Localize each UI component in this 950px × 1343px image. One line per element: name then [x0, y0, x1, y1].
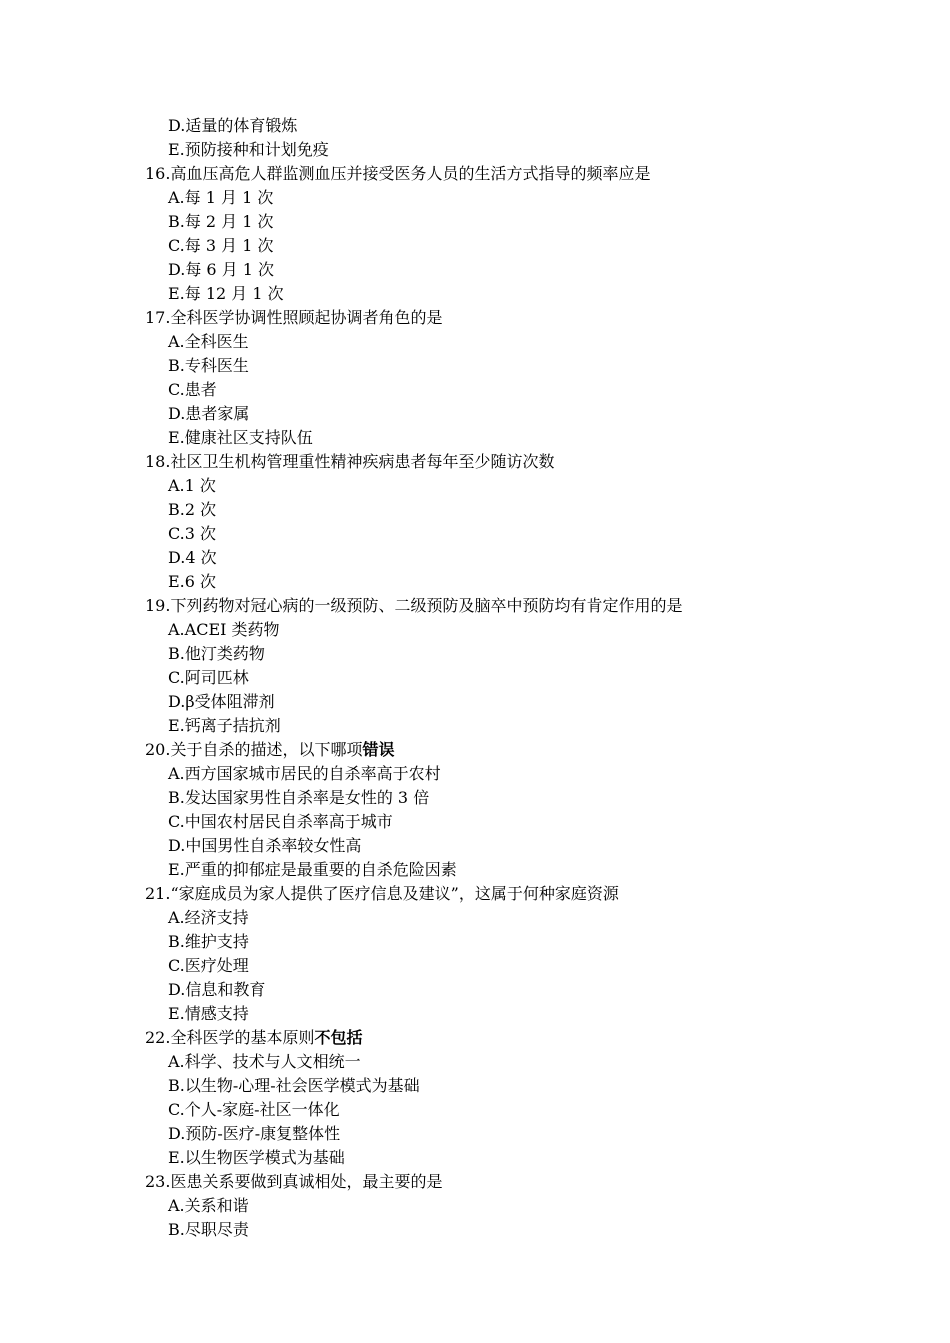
option-line: A.1 次 [168, 476, 216, 495]
question-number: 16. [145, 164, 171, 183]
option-line: C.患者 [168, 380, 217, 399]
question-text: 下列药物对冠心病的一级预防、二级预防及脑卒中预防均有肯定作用的是 [170, 596, 683, 615]
question-stem [145, 738, 865, 762]
option-line: E.钙离子拮抗剂 [168, 716, 281, 735]
question-text: 全科医学协调性照顾起协调者角色的是 [170, 308, 443, 327]
question-text: 高血压高危人群监测血压并接受医务人员的生活方式指导的频率应是 [170, 164, 651, 183]
option-line: D.预防-医疗-康复整体性 [168, 1124, 341, 1143]
option-line: C.阿司匹林 [168, 668, 249, 687]
question-number: 21. [145, 884, 171, 903]
question-number: 18. [145, 452, 171, 471]
question-text: “家庭成员为家人提供了医疗信息及建议”，这属于何种家庭资源 [170, 884, 619, 903]
option-line: E.情感支持 [168, 1004, 249, 1023]
question-list [145, 114, 865, 1242]
option-line: D.适量的体育锻炼 [168, 116, 298, 135]
option-line: C.3 次 [168, 524, 217, 543]
option-line: B.发达国家男性自杀率是女性的 3 倍 [168, 788, 430, 807]
option-line: D.4 次 [168, 548, 217, 567]
option-line: A.科学、技术与人文相统一 [168, 1052, 361, 1071]
question-text: 医患关系要做到真诚相处，最主要的是 [170, 1172, 443, 1191]
question-stem [145, 1170, 865, 1194]
question-text: 全科医学的基本原则 [170, 1028, 315, 1047]
option-line: A.经济支持 [168, 908, 249, 927]
option-line: B.2 次 [168, 500, 217, 519]
option-line: D.中国男性自杀率较女性高 [168, 836, 362, 855]
question-emphasis: 错误 [362, 740, 395, 759]
question-stem [145, 1026, 865, 1050]
option-line: C.中国农村居民自杀率高于城市 [168, 812, 393, 831]
option-line: B.他汀类药物 [168, 644, 265, 663]
question-stem [145, 162, 865, 186]
question-number: 22. [145, 1028, 171, 1047]
question-stem [145, 306, 865, 330]
option-line: E.严重的抑郁症是最重要的自杀危险因素 [168, 860, 457, 879]
option-line: E.以生物医学模式为基础 [168, 1148, 345, 1167]
option-line: B.维护支持 [168, 932, 249, 951]
question-stem [145, 594, 865, 618]
option-line: D.每 6 月 1 次 [168, 260, 275, 279]
question-emphasis: 不包括 [314, 1028, 363, 1047]
option-line: A.全科医生 [168, 332, 249, 351]
question-stem [145, 450, 865, 474]
option-line: B.专科医生 [168, 356, 249, 375]
option-line: E.6 次 [168, 572, 217, 591]
option-line: A.西方国家城市居民的自杀率高于农村 [168, 764, 441, 783]
option-line: C.每 3 月 1 次 [168, 236, 274, 255]
option-line: E.预防接种和计划免疫 [168, 140, 329, 159]
option-line: A.每 1 月 1 次 [168, 188, 274, 207]
question-number: 17. [145, 308, 171, 327]
option-line: D.β受体阻滞剂 [168, 692, 275, 711]
question-number: 19. [145, 596, 171, 615]
option-line: E.每 12 月 1 次 [168, 284, 284, 303]
question-stem [145, 882, 865, 906]
question-text: 社区卫生机构管理重性精神疾病患者每年至少随访次数 [170, 452, 555, 471]
question-text: 关于自杀的描述，以下哪项 [170, 740, 363, 759]
question-number: 20. [145, 740, 171, 759]
option-line: B.每 2 月 1 次 [168, 212, 274, 231]
option-line: D.信息和教育 [168, 980, 266, 999]
option-line: C.个人-家庭-社区一体化 [168, 1100, 340, 1119]
option-line: E.健康社区支持队伍 [168, 428, 313, 447]
option-line: A.关系和谐 [168, 1196, 249, 1215]
question-number: 23. [145, 1172, 171, 1191]
option-line: B.尽职尽责 [168, 1220, 249, 1239]
option-line: B.以生物-心理-社会医学模式为基础 [168, 1076, 420, 1095]
option-line: A.ACEI 类药物 [168, 620, 280, 639]
option-line: C.医疗处理 [168, 956, 249, 975]
option-line: D.患者家属 [168, 404, 250, 423]
